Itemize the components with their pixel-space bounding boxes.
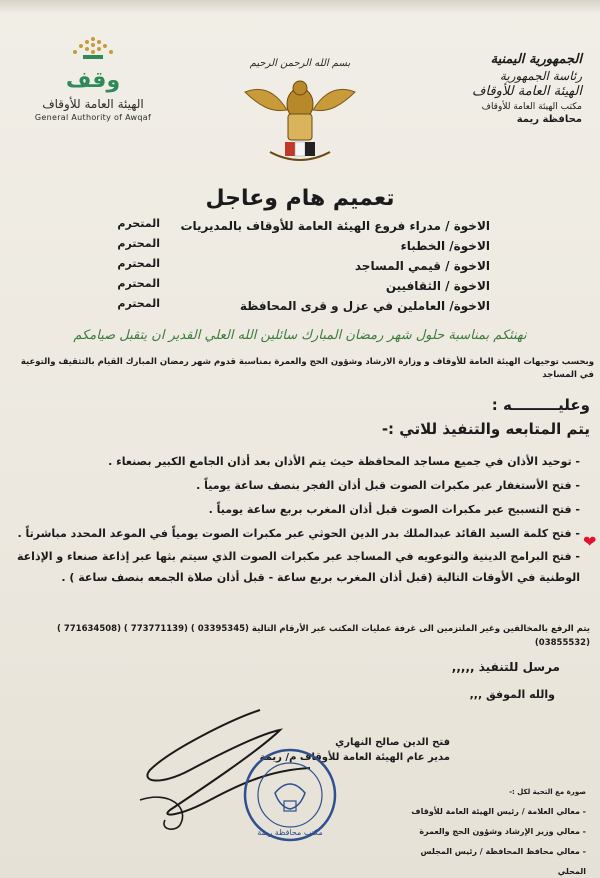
sent-for-execution: مرسل للتنفيذ ,,,,, — [451, 660, 560, 674]
official-stamp — [240, 745, 340, 845]
letterhead-country: الجمهورية اليمنية — [490, 52, 582, 67]
scan-edge — [0, 0, 600, 14]
closing-blessing: والله الموفق ,,, — [469, 688, 555, 701]
honorific: المحترم — [117, 297, 160, 310]
addressee-line: الاخوة/ العاملين في عزل و قرى المحافظة — [239, 299, 490, 313]
addressee-line: الاخوة / قيمي المساجد — [354, 259, 490, 273]
instruction-list — [14, 450, 580, 588]
addressee-line: الاخوة / مدراء فروع الهيئة العامة للأوقاف بالمديريات — [180, 219, 490, 233]
logo-arabic-name: الهيئة العامة للأوقاف — [42, 97, 144, 111]
heart-reaction-icon: ❤ — [583, 532, 597, 551]
mosque-dots-icon — [63, 34, 123, 62]
honorific: المحترم — [117, 237, 160, 250]
list-item: - توحيد الأذان في جميع مساجد المحافظة حيث يتم الأذان بعد أذان الجامع الكبير بصنعاء . — [108, 455, 580, 468]
contact-numbers: يتم الرفع بالمخالفين وغير الملتزمين الى غرفة عمليات المكتب عبر الأرقام التالية (03395345 ) (773771139 ) (771634508 ) (03855532) — [56, 624, 590, 648]
republic-emblem — [225, 52, 375, 172]
letterhead-right — [432, 52, 582, 125]
letterhead-office: مكتب الهيئة العامة للأوقاف — [481, 102, 582, 112]
copy-recipient: - معالي وزير الإرشاد وشؤون الحج والعمرة — [419, 827, 586, 836]
list-item: - فتح التسبيح عبر مكبرات الصوت قبل أذان المغرب بربع ساعة يومياً . — [208, 503, 580, 516]
list-item: - فتح كلمة السيد القائد عبدالملك بدر الدين الحوثي عبر مكبرات الصوت يومياً في الموعد المحدد مباشرتاً . — [17, 527, 580, 540]
letterhead-governorate: محافظة ريمة — [516, 114, 582, 125]
ramadan-greeting: نهنئكم بمناسبة حلول شهر رمضان المبارك سائلين الله العلي القدير ان يتقبل صيامكم — [73, 328, 527, 343]
list-item: - فتح البرامج الدينية والتوعويه في المساجد عبر مكبرات الصوت الذي سيتم بثها عبر إذاعة صنعاء و الإذاعة الوطنية في الأوقات التالية (قبل أذان المغرب بربع ساعة - قبل أذان صلاة الجمعه بنصف ساعة ) . — [17, 550, 580, 584]
basmala-caption: بسم الله الرحمن الرحيم — [249, 58, 351, 69]
letterhead-presidency: رئاسة الجمهورية — [499, 69, 582, 83]
honorific: المتحرم — [117, 217, 160, 230]
eagle-emblem-icon — [225, 52, 375, 172]
honorific: المحترم — [117, 257, 160, 270]
signatory-role: مدير عام الهيئة العامة للأوقاف م/ ريمة — [259, 752, 450, 763]
directives-paragraph: وبحسب توجيهات الهيئة العامة للأوقاف و وزارة الارشاد وشؤون الحج والعمرة بمناسبة قدوم شهر رمضان المبارك القيام بالتثقيف والتوعية في المساجد — [20, 357, 594, 380]
copy-recipient: - معالي العلامة / رئيس الهيئة العامة للأوقاف — [411, 807, 586, 816]
awqaf-logo — [28, 34, 158, 122]
copies-list — [390, 782, 586, 878]
logo-english-name: General Authority of Awqaf — [34, 113, 152, 122]
addressee-line: الاخوة / الثقافيين — [385, 279, 490, 293]
stamp-text: مكتب محافظة ريمة — [257, 828, 323, 837]
copies-heading: صورة مع التحية لكل :- — [509, 788, 586, 796]
list-item: - فتح الأستغفار عبر مكبرات الصوت قبل أذان الفجر بنصف ساعة يومياً . — [196, 479, 580, 492]
signatory-name: فتح الدين صالح النهاري — [335, 737, 450, 748]
addressee-honorifics — [80, 214, 160, 314]
document-title: تعميم هام وعاجل — [205, 186, 395, 211]
letterhead-authority: الهيئة العامة للأوقاف — [471, 84, 582, 99]
followup-heading: يتم المتابعه والتنفيذ للاتي :- — [381, 420, 590, 438]
copy-recipient: - معالي محافظ المحافظة / رئيس المجلس المحلي — [420, 847, 586, 876]
addressee-line: الاخوة/ الخطباء — [400, 239, 490, 253]
honorific: المحترم — [117, 277, 160, 290]
therefore-heading: وعليـــــــــه : — [491, 396, 590, 414]
logo-wordmark: وقف — [65, 68, 121, 93]
